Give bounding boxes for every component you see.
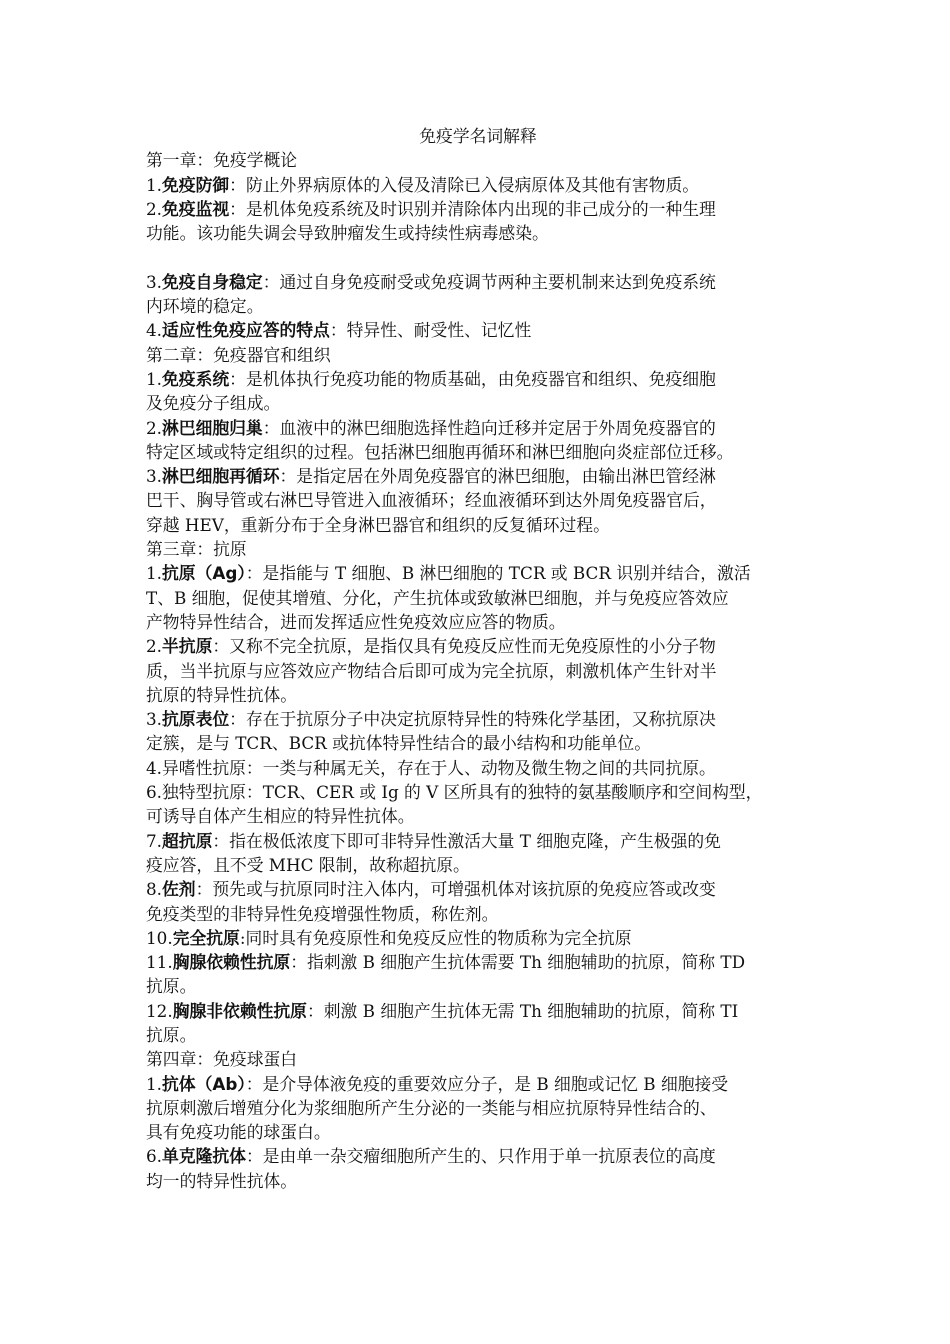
definition-continuation-line xyxy=(146,440,810,464)
definition-text: 防止外界病原体的入侵及清除已入侵病原体及其他有害物质。 xyxy=(245,174,700,195)
term-separator: ： xyxy=(262,417,280,438)
definition-text: 是机体免疫系统及时识别并清除体内出现的非己成分的一种生理 xyxy=(245,198,716,219)
definition-text: 刺激 B 细胞产生抗体无需 Th 细胞辅助的抗原，简称 TI xyxy=(323,1000,739,1021)
entry-number: 3. xyxy=(146,466,163,487)
term-entry-line xyxy=(146,877,810,901)
term-label: 完全抗原 xyxy=(172,927,240,948)
entry-number: 11. xyxy=(146,952,173,973)
term-label: 单克隆抗体 xyxy=(162,1146,246,1167)
term-label: 免疫防御 xyxy=(162,174,230,195)
term-separator: ： xyxy=(229,174,246,195)
entry-number: 4. xyxy=(146,320,163,341)
definition-text: 是机体执行免疫功能的物质基础，由免疫器官和组织、免疫细胞 xyxy=(245,368,716,389)
term-separator: ： xyxy=(195,879,213,900)
term-label: 淋巴细胞归巢 xyxy=(162,417,263,438)
term-label: 适应性免疫应答的特点 xyxy=(162,320,330,341)
term-separator: ： xyxy=(279,466,297,487)
definition-text: 指刺激 B 细胞产生抗体需要 Th 细胞辅助的抗原，简称 TD xyxy=(306,952,746,973)
term-label: 免疫系统 xyxy=(162,368,230,389)
definition-text: 产物特异性结合，进而发挥适应性免疫效应应答的物质。 xyxy=(146,611,566,632)
definition-text: 均一的特异性抗体。 xyxy=(146,1170,298,1191)
term-entry-line xyxy=(146,318,810,342)
definition-continuation-line xyxy=(146,1169,810,1193)
term-entry-line xyxy=(146,367,810,391)
entry-number: 10. xyxy=(146,927,173,948)
definition-text: 抗原的特异性抗体。 xyxy=(146,684,298,705)
definition-continuation-line xyxy=(146,1120,810,1144)
document-body xyxy=(146,148,810,1193)
blank-line xyxy=(146,245,810,269)
term-label: 免疫自身稳定 xyxy=(162,271,263,292)
entry-number: 2. xyxy=(146,636,163,657)
definition-continuation-line xyxy=(146,659,810,683)
term-label: 胸腺非依赖性抗原 xyxy=(172,1000,307,1021)
term-label: 佐剂 xyxy=(162,879,196,900)
definition-continuation-line xyxy=(146,683,810,707)
definition-text: 特异性、耐受性、记忆性 xyxy=(346,320,532,341)
term-entry-line xyxy=(146,634,810,658)
document-page xyxy=(146,124,810,1193)
definition-text: 质，当半抗原与应答效应产物结合后即可成为完全抗原，刺激机体产生针对半 xyxy=(146,660,717,681)
entry-number: 12. xyxy=(146,1000,173,1021)
plain-entry-line xyxy=(146,780,810,804)
term-separator: ： xyxy=(229,198,246,219)
definition-text: 及免疫分子组成。 xyxy=(146,393,281,414)
term-entry-line xyxy=(146,173,810,197)
definition-text: 6.独特型抗原：TCR、CER 或 Ig 的 V 区所具有的独特的氨基酸顺序和空间构型， xyxy=(146,782,763,803)
definition-text: 特定区域或特定组织的过程。包括淋巴细胞再循环和淋巴细胞向炎症部位迁移。 xyxy=(146,441,734,462)
term-separator: ： xyxy=(229,368,246,389)
definition-text: 是介导体液免疫的重要效应分子，是 B 细胞或记忆 B 细胞接受 xyxy=(262,1073,729,1094)
term-entry-line xyxy=(146,416,810,440)
entry-number: 3. xyxy=(146,271,163,292)
definition-text: T、B 细胞，促使其增殖、分化，产生抗体或致敏淋巴细胞，并与免疫应答效应 xyxy=(146,587,729,608)
term-separator: ： xyxy=(229,709,246,730)
chapter-heading: 第四章：免疫球蛋白 xyxy=(146,1049,298,1070)
term-separator: ： xyxy=(290,952,307,973)
term-label: 淋巴细胞再循环 xyxy=(162,466,280,487)
entry-number: 1. xyxy=(146,174,163,195)
definition-continuation-line xyxy=(146,1023,810,1047)
definition-text: 抗原。 xyxy=(146,976,197,997)
term-separator: : xyxy=(239,927,246,948)
term-entry-line xyxy=(146,561,810,585)
entry-number: 1. xyxy=(146,563,163,584)
term-label: 超抗原 xyxy=(162,830,213,851)
entry-number: 2. xyxy=(146,198,163,219)
definition-text: 内环境的稳定。 xyxy=(146,296,264,317)
term-label: 半抗原 xyxy=(162,636,213,657)
definition-continuation-line xyxy=(146,294,810,318)
definition-text: 是由单一杂交瘤细胞所产生的、只作用于单一抗原表位的高度 xyxy=(262,1146,716,1167)
definition-text: 巴干、胸导管或右淋巴导管进入血液循环；经血液循环到达外周免疫器官后， xyxy=(146,490,717,511)
definition-text: 是指定居在外周免疫器官的淋巴细胞，由输出淋巴管经淋 xyxy=(296,466,716,487)
plain-entry-line xyxy=(146,756,810,780)
term-entry-line xyxy=(146,926,810,950)
plain-entry-line xyxy=(146,804,810,828)
definition-text: 免疫类型的非特异性免疫增强性物质，称佐剂。 xyxy=(146,903,499,924)
chapter-heading: 第三章：抗原 xyxy=(146,539,247,560)
definition-continuation-line xyxy=(146,1096,810,1120)
definition-text: 同时具有免疫原性和免疫反应性的物质称为完全抗原 xyxy=(245,927,632,948)
definition-text: 预先或与抗原同时注入体内，可增强机体对该抗原的免疫应答或改变 xyxy=(212,879,716,900)
term-separator: ： xyxy=(245,563,263,584)
term-entry-line xyxy=(146,999,810,1023)
term-separator: ： xyxy=(212,636,230,657)
definition-text: 抗原刺激后增殖分化为浆细胞所产生分泌的一类能与相应抗原特异性结合的、 xyxy=(146,1097,717,1118)
definition-text: 血液中的淋巴细胞选择性趋向迁移并定居于外周免疫器官的 xyxy=(279,417,716,438)
term-entry-line xyxy=(146,829,810,853)
definition-text: 抗原。 xyxy=(146,1024,197,1045)
term-label: 胸腺依赖性抗原 xyxy=(172,952,291,973)
definition-continuation-line xyxy=(146,731,810,755)
term-entry-line xyxy=(146,197,810,221)
entry-number: 1. xyxy=(146,368,163,389)
entry-number: 1. xyxy=(146,1073,163,1094)
entry-number: 7. xyxy=(146,830,163,851)
entry-number: 2. xyxy=(146,417,163,438)
entry-number: 3. xyxy=(146,709,163,730)
definition-continuation-line xyxy=(146,902,810,926)
definition-continuation-line xyxy=(146,513,810,537)
term-separator: ： xyxy=(245,1073,263,1094)
term-label: 抗原表位 xyxy=(162,709,230,730)
term-entry-line xyxy=(146,464,810,488)
term-entry-line xyxy=(146,1144,810,1168)
term-label: 抗体（Ab） xyxy=(162,1073,246,1094)
definition-text: 通过自身免疫耐受或免疫调节两种主要机制来达到免疫系统 xyxy=(279,271,716,292)
definition-text: 可诱导自体产生相应的特异性抗体。 xyxy=(146,806,415,827)
term-label: 免疫监视 xyxy=(162,198,230,219)
term-separator: ： xyxy=(329,320,347,341)
term-separator: ： xyxy=(212,830,230,851)
definition-text: 又称不完全抗原，是指仅具有免疫反应性而无免疫原性的小分子物 xyxy=(229,636,716,657)
definition-continuation-line xyxy=(146,488,810,512)
definition-continuation-line xyxy=(146,586,810,610)
document-title: 免疫学名词解释 xyxy=(419,126,537,146)
definition-continuation-line xyxy=(146,391,810,415)
chapter-heading: 第一章：免疫学概论 xyxy=(146,150,298,171)
term-entry-line xyxy=(146,1072,810,1096)
definition-continuation-line xyxy=(146,853,810,877)
definition-text: 疫应答，且不受 MHC 限制，故称超抗原。 xyxy=(146,854,470,875)
definition-continuation-line xyxy=(146,974,810,998)
entry-number: 6. xyxy=(146,1146,163,1167)
entry-number: 8. xyxy=(146,879,163,900)
definition-text: 定簇，是与 TCR、BCR 或抗体特异性结合的最小结构和功能单位。 xyxy=(146,733,651,754)
definition-text: 是指能与 T 细胞、B 淋巴细胞的 TCR 或 BCR 识别并结合，激活 xyxy=(262,563,751,584)
definition-text: 具有免疫功能的球蛋白。 xyxy=(146,1122,331,1143)
term-separator: ： xyxy=(306,1000,324,1021)
definition-text: 4.异嗜性抗原：一类与种属无关，存在于人、动物及微生物之间的共同抗原。 xyxy=(146,757,716,778)
term-entry-line xyxy=(146,270,810,294)
term-separator: ： xyxy=(262,271,280,292)
definition-text: 功能。该功能失调会导致肿瘤发生或持续性病毒感染。 xyxy=(146,223,549,244)
term-entry-line xyxy=(146,950,810,974)
term-entry-line xyxy=(146,707,810,731)
chapter-heading: 第二章：免疫器官和组织 xyxy=(146,344,331,365)
term-label: 抗原（Ag） xyxy=(162,563,246,584)
definition-text: 穿越 HEV，重新分布于全身淋巴器官和组织的反复循环过程。 xyxy=(146,514,610,535)
definition-continuation-line xyxy=(146,610,810,634)
definition-text: 指在极低浓度下即可非特异性激活大量 T 细胞克隆，产生极强的免 xyxy=(229,830,721,851)
definition-continuation-line xyxy=(146,221,810,245)
definition-text: 存在于抗原分子中决定抗原特异性的特殊化学基团，又称抗原决 xyxy=(245,709,716,730)
term-separator: ： xyxy=(245,1146,263,1167)
